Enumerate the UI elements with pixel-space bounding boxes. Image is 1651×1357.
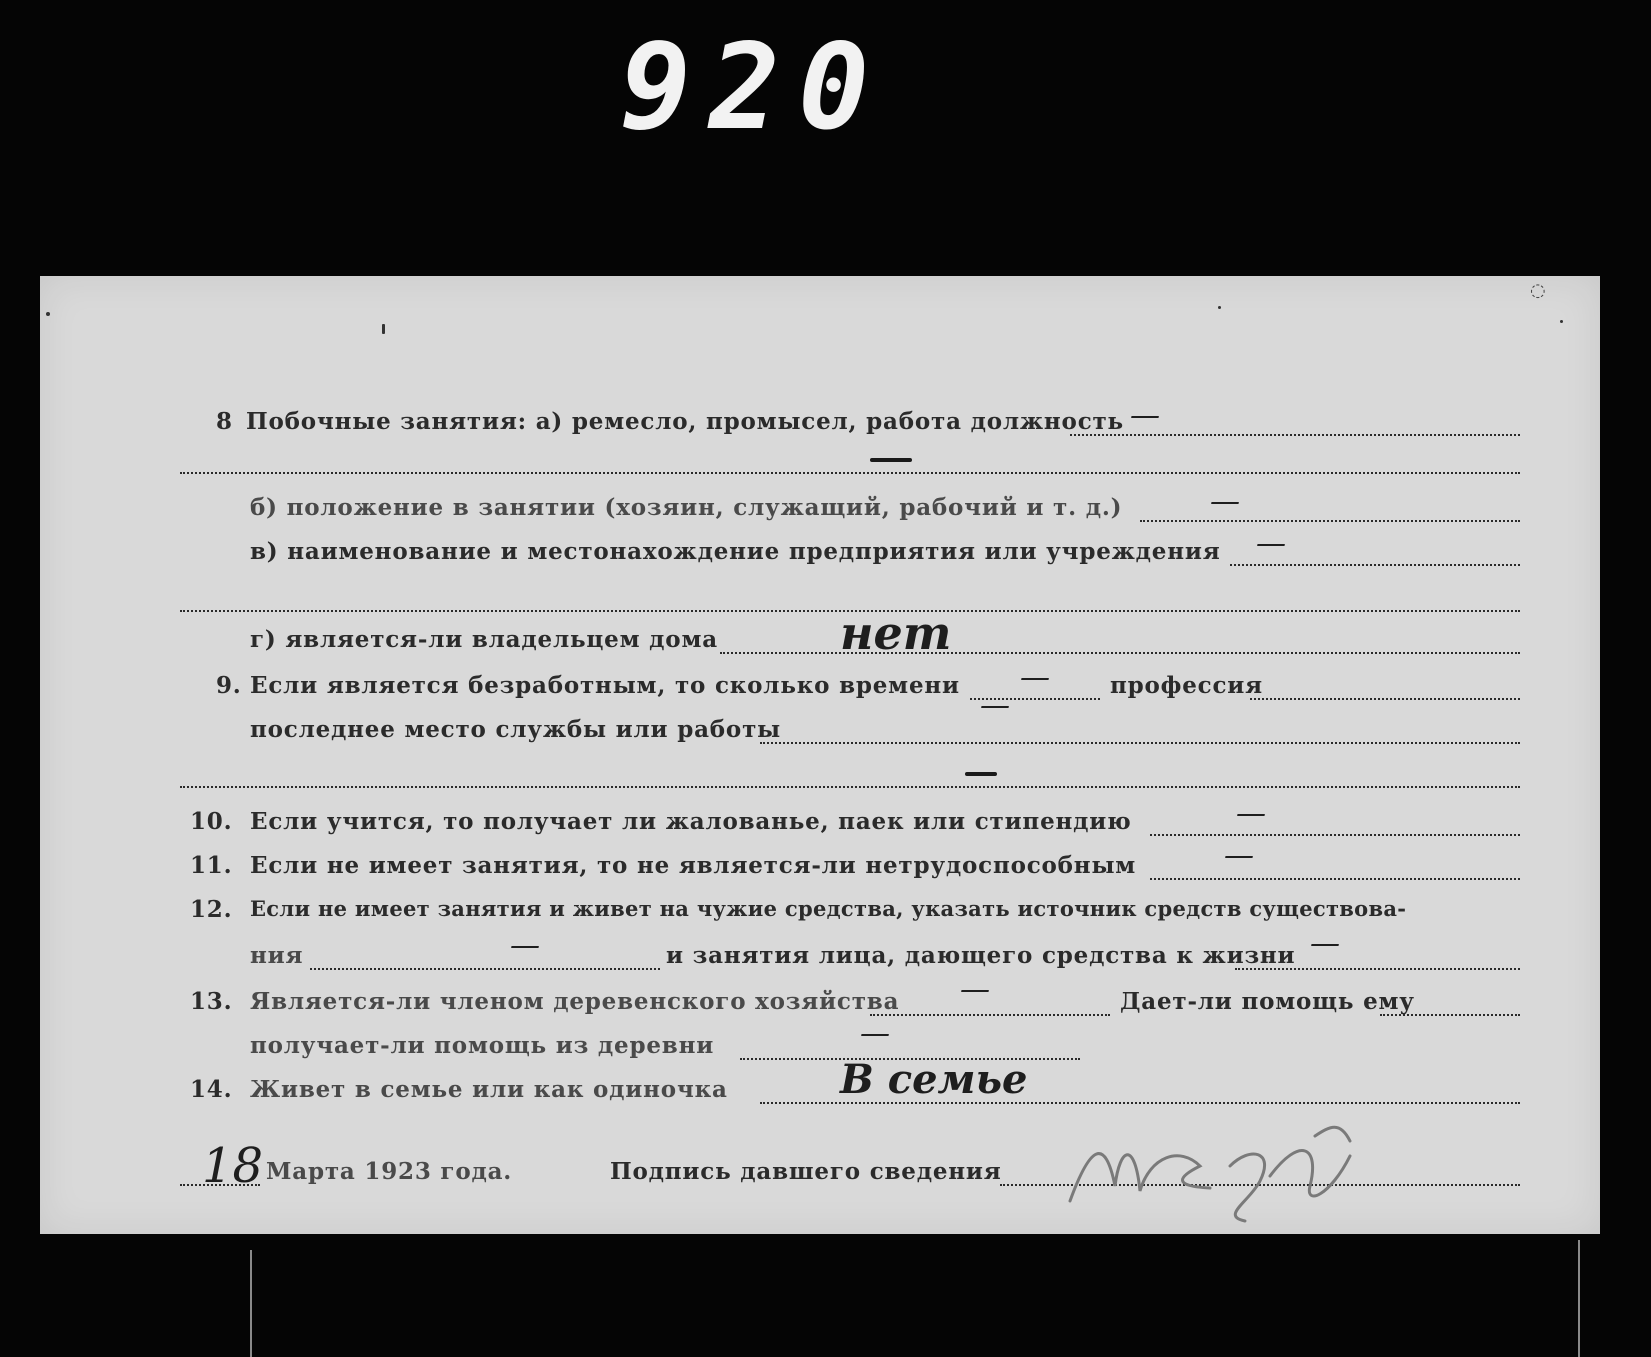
date-day: 18 <box>202 1138 264 1194</box>
q9-mark <box>965 772 997 776</box>
corner-mark: ◌ <box>1530 280 1546 301</box>
speck <box>382 324 385 334</box>
speck <box>1560 320 1563 323</box>
q13-fill-line <box>870 1014 1110 1016</box>
q14-answer: В семье <box>840 1056 1028 1103</box>
q12-answer-2: — <box>1310 926 1340 961</box>
q9-label-profession: профессия <box>1110 672 1263 699</box>
q9-answer: — <box>1020 660 1050 695</box>
q12-number: 12. <box>190 896 233 923</box>
q8-label-g: г) является-ли владельцем дома <box>250 626 718 653</box>
q12-label: Если не имеет занятия и живет на чужие средства, указать источник средств существова- <box>250 896 1407 921</box>
signature-label: Подпись давшего сведения <box>610 1158 1002 1185</box>
q8-label-a: Побочные занятия: а) ремесло, промысел, работа должность <box>246 408 1124 435</box>
q9-label-last-place: последнее место службы или работы <box>250 716 781 743</box>
q8-label-v: в) наименование и местонахождение предприятия или учреждения <box>250 538 1221 565</box>
q10-fill-line <box>1150 834 1520 836</box>
q9-prof-fill-line <box>1250 698 1520 700</box>
q12-label-cont: ния <box>250 942 304 969</box>
film-edge-right <box>1578 1240 1580 1357</box>
q8-a-fill-line-2 <box>180 472 1520 474</box>
q12-fill-line-2 <box>1235 968 1520 970</box>
q13-label: Является-ли членом деревенского хозяйства <box>250 988 900 1015</box>
q12-fill-line-1 <box>310 968 660 970</box>
q10-answer: — <box>1236 796 1266 831</box>
q13-label-2: Дает-ли помощь ему <box>1120 988 1415 1015</box>
q13-number: 13. <box>190 988 233 1015</box>
q8-v-answer: — <box>1256 526 1286 561</box>
q8-b-answer: — <box>1210 484 1240 519</box>
q14-label: Живет в семье или как одиночка <box>250 1076 728 1103</box>
q9-last-fill-line-2 <box>180 786 1520 788</box>
speck <box>1218 306 1221 309</box>
q11-fill-line <box>1150 878 1520 880</box>
q14-number: 14. <box>190 1076 233 1103</box>
q13-answer-3: — <box>860 1016 890 1051</box>
q13-label-3: получает-ли помощь из деревни <box>250 1032 715 1059</box>
q11-label: Если не имеет занятия, то не является-ли нетрудоспособным <box>250 852 1137 879</box>
q9-number: 9. <box>216 672 242 699</box>
q9-last-answer: — <box>980 688 1010 723</box>
q8-a-fill-line <box>1070 434 1520 436</box>
q11-answer: — <box>1224 838 1254 873</box>
q8-b-fill-line <box>1140 520 1520 522</box>
q8-number: 8 <box>216 408 233 435</box>
q12-label-2: и занятия лица, дающего средства к жизни <box>666 942 1296 969</box>
q8-a-answer: — <box>1130 398 1160 433</box>
q10-number: 10. <box>190 808 233 835</box>
q13-answer: — <box>960 972 990 1007</box>
frame-number: 920 <box>620 18 888 156</box>
q9-label: Если является безработным, то сколько времени <box>250 672 960 699</box>
speck <box>46 312 50 316</box>
film-edge-left <box>250 1250 252 1357</box>
form-card <box>40 276 1600 1234</box>
q9-last-fill-line <box>760 742 1520 744</box>
signature-scribble <box>1060 1106 1380 1226</box>
q8-a-mark <box>870 458 912 462</box>
q8-label-b: б) положение в занятии (хозяин, служащий, рабочий и т. д.) <box>250 494 1123 521</box>
date-text: Марта 1923 года. <box>266 1158 513 1185</box>
q12-answer-1: — <box>510 928 540 963</box>
q8-v-fill-line <box>1230 564 1520 566</box>
q8-g-answer: нет <box>840 606 952 660</box>
q10-label: Если учится, то получает ли жалованье, паек или стипендию <box>250 808 1132 835</box>
q11-number: 11. <box>190 852 233 879</box>
q13-fill-line-2 <box>1380 1014 1520 1016</box>
